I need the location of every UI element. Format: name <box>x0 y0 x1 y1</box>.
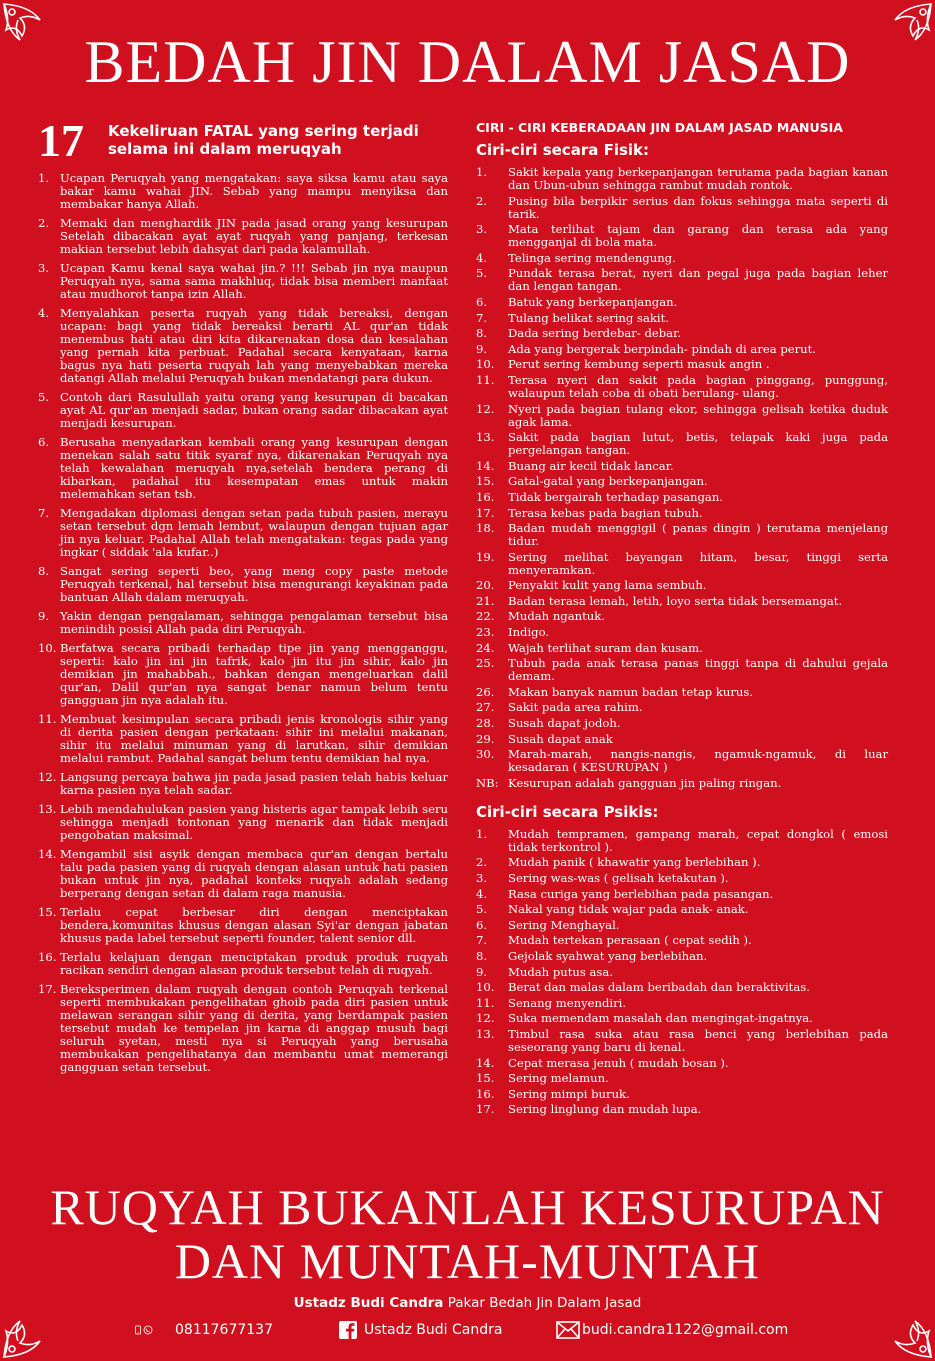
list-item-number: 28. <box>476 716 495 731</box>
list-item-text: Contoh dari Rasulullah yaitu orang yang kesurupan di bacakan ayat AL qur'an menjadi sadar, bukan orang sadar dibacakan ayat menjadi kesurupan. <box>60 390 448 430</box>
list-item-text: Terlalu kelajuan dengan menciptakan produk produk ruqyah racikan sendiri dengan alasan produk tersebut telah di ruqyah. <box>60 950 448 977</box>
list-item-number: 11. <box>476 372 495 387</box>
mistake-item <box>38 436 448 501</box>
physical-sign-item <box>476 579 888 592</box>
physical-signs-title: Ciri-ciri secara Fisik: <box>476 141 649 159</box>
facebook-contact[interactable] <box>338 1320 502 1340</box>
list-item-text: Nyeri pada bagian tulang ekor, sehingga gelisah ketika duduk agak lama. <box>508 401 888 429</box>
list-item-number: 26. <box>476 684 495 699</box>
psychic-sign-item <box>476 1028 888 1054</box>
list-item-text: Memaki dan menghardik JIN pada jasad orang yang kesurupan Setelah dibacakan ayat ayat ruqyah yang panjang, terkesan makian tersebut lebih dahsyat dari pada kalamullah. <box>60 216 448 256</box>
list-item-number: 14. <box>476 1055 495 1070</box>
psychic-sign-item <box>476 903 888 916</box>
physical-sign-item <box>476 431 888 457</box>
list-item-text: Terlalu cepat berbesar diri dengan menciptakan bendera,komunitas khusus dengan alasan Syi'ar dengan jabatan khusus pada label tersebut seperti founder, talent senior dll. <box>60 905 448 945</box>
list-item-text: Gatal-gatal yang berkepanjangan. <box>508 474 708 489</box>
list-item-text: Dada sering berdebar- debar. <box>508 326 682 341</box>
physical-sign-item <box>476 507 888 520</box>
mistake-item <box>38 217 448 256</box>
mistake-item <box>38 610 448 636</box>
psychic-sign-item <box>476 950 888 963</box>
list-item-text: Susah dapat jodoh. <box>508 716 621 731</box>
list-item-number: 12. <box>38 770 57 784</box>
list-item-number: 15. <box>38 905 57 919</box>
list-item-text: Sering linglung dan mudah lupa. <box>508 1102 702 1117</box>
mistake-item <box>38 848 448 900</box>
list-item-text: Marah-marah, nangis-nangis, ngamuk-ngamuk, di luar kesadaran ( KESURUPAN ) <box>508 747 888 775</box>
list-item-text: Berat dan malas dalam beribadah dan beraktivitas. <box>508 980 810 995</box>
list-item-text: Ucapan Kamu kenal saya wahai jin.? !!! Sebab jin nya maupun Peruqyah nya, sama sama makhluq, tidak bisa memberi manfaat atau mudhorot tanpa izin Allah. <box>60 261 448 301</box>
list-item-number: 5. <box>476 266 488 281</box>
list-item-number: 10. <box>476 357 495 372</box>
psychic-sign-item <box>476 1072 888 1085</box>
list-item-number: 8. <box>476 948 488 963</box>
list-item-number: 23. <box>476 625 495 640</box>
author-description: Pakar Bedah Jin Dalam Jasad <box>447 1295 642 1311</box>
list-item-number: 7. <box>476 933 488 948</box>
list-item-text: Langsung percaya bahwa jin pada jasad pasien telah habis keluar karna pasien nya telah sadar. <box>60 770 448 797</box>
list-item-text: Mudah panik ( khawatir yang berlebihan ). <box>508 855 761 870</box>
list-item-text: Pusing bila berpikir serius dan fokus sehingga mata seperti di tarik. <box>508 193 888 221</box>
mistake-item <box>38 642 448 707</box>
list-item-number: 6. <box>38 435 50 449</box>
physical-sign-item <box>476 717 888 730</box>
psychic-sign-item <box>476 966 888 979</box>
list-item-text: Perut sering kembung seperti masuk angin . <box>508 357 770 372</box>
facebook-icon <box>338 1320 358 1340</box>
list-item-number: 6. <box>476 294 488 309</box>
physical-sign-item <box>476 327 888 340</box>
mistake-item <box>38 906 448 945</box>
psychic-sign-item <box>476 888 888 901</box>
list-item-text: Makan banyak namun badan tetap kurus. <box>508 684 753 699</box>
list-item-number: 11. <box>476 995 495 1010</box>
physical-sign-item <box>476 460 888 473</box>
list-item-text: Wajah terlihat suram dan kusam. <box>508 640 703 655</box>
list-item-number: 25. <box>476 656 495 671</box>
list-item-text: Lebih mendahulukan pasien yang histeris agar tampak lebih seru sehingga menjadi tontonan yang menarik dan tidak menjadi pengobatan maksimal. <box>60 802 448 842</box>
physical-sign-item <box>476 610 888 623</box>
mistakes-column <box>38 115 448 1080</box>
list-item-text: Batuk yang berkepanjangan. <box>508 294 678 309</box>
list-item-number: 19. <box>476 549 495 564</box>
mistake-item <box>38 983 448 1074</box>
physical-sign-item <box>476 522 888 548</box>
list-item-text: Tidak bergairah terhadap pasangan. <box>508 489 723 504</box>
list-item-number: 5. <box>38 390 50 404</box>
list-item-text: Pundak terasa berat, nyeri dan pegal juga pada bagian leher dan lengan tangan. <box>508 266 888 294</box>
mistakes-heading <box>38 115 448 172</box>
list-item-text: Tubuh pada anak terasa panas tinggi tanpa di dahului gejala demam. <box>508 656 888 684</box>
list-item-text: Menyalahkan peserta ruqyah yang tidak bereaksi, dengan ucapan: bagi yang tidak bereaksi berarti AL qur'an tidak menembus hati atau diri kita dikarenakan dosa dan kesalahan yang pernah kita perbuat. Padahal secara kenyataan, karna bagus nya hati peserta ruqyah lah yang menyebabkan mereka datangi Allah melalui Peruqyah bukan mendatangi para dukun. <box>60 306 448 385</box>
list-item-text: Sangat sering seperti beo, yang meng copy paste metode Peruqyah terkenal, hal tersebut bisa mengurangi keyakinan pada bantuan Allah dalam meruqyah. <box>60 564 448 604</box>
psychic-sign-item <box>476 981 888 994</box>
list-item-text: Yakin dengan pengalaman, sehingga pengalaman tersebut bisa menindih posisi Allah pada diri Peruqyah. <box>60 609 448 636</box>
mistake-item <box>38 951 448 977</box>
list-item-number: 17. <box>38 982 57 996</box>
mistakes-heading-text: Kekeliruan FATAL yang sering terjadi selama ini dalam meruqyah <box>108 122 419 158</box>
list-item-text: Tulang belikat sering sakit. <box>508 310 669 325</box>
psychic-sign-item <box>476 856 888 869</box>
physical-sign-item <box>476 701 888 714</box>
list-item-text: Mengambil sisi asyik dengan membaca qur'an dengan bertalu talu pada pasien yang di ruqyah dengan alasan untuk hati pasien bukan untuk jin nya, padahal konteks ruqyah adalah sedang berperang dengan setan di dalam raga manusia. <box>60 847 448 900</box>
list-item-number: 9. <box>476 341 488 356</box>
list-item-text: Indigo. <box>508 625 550 640</box>
physical-sign-item <box>476 267 888 293</box>
list-item-number: 2. <box>476 193 488 208</box>
slogan-line-2: DAN MUNTAH-MUNTAH <box>174 1233 761 1289</box>
physical-sign-item <box>476 475 888 488</box>
list-item-text: Terasa nyeri dan sakit pada bagian pinggang, punggung, walaupun telah coba di obati berulang- ulang. <box>508 372 888 400</box>
mistake-item <box>38 307 448 385</box>
physical-sign-item <box>476 166 888 192</box>
list-item-number: 24. <box>476 640 495 655</box>
list-item-text: Telinga sering mendengung. <box>508 250 676 265</box>
list-item-number: 5. <box>476 902 488 917</box>
physical-sign-item <box>476 296 888 309</box>
psychic-signs-title: Ciri-ciri secara Psikis: <box>476 802 659 821</box>
physical-sign-item <box>476 403 888 429</box>
list-item-number: 15. <box>476 474 495 489</box>
psychic-signs-list <box>476 828 888 1117</box>
list-item-number: 17. <box>476 505 495 520</box>
list-item-text: Mata terlihat tajam dan garang dan terasa ada yang mengganjal di bola mata. <box>508 222 888 250</box>
physical-sign-item <box>476 777 888 790</box>
list-item-number: 11. <box>38 712 57 726</box>
list-item-number: 12. <box>476 1011 495 1026</box>
psychic-sign-item <box>476 1057 888 1070</box>
mistake-item <box>38 771 448 797</box>
physical-sign-item <box>476 195 888 221</box>
list-item-number: 20. <box>476 578 495 593</box>
list-item-text: Berusaha menyadarkan kembali orang yang kesurupan dengan menekan salah satu titik syaraf nya, dikarenakan Peruqyah nya telah kewalahan meruqyah nya,setelah bendera perang di kibarkan, padahal itu kesempatan emas untuk makin melemahkan setan tsb. <box>60 435 448 501</box>
list-item-text: Mudah putus asa. <box>508 964 613 979</box>
list-item-number: 1. <box>476 165 488 179</box>
mistake-item <box>38 565 448 604</box>
list-item-number: 27. <box>476 700 495 715</box>
physical-sign-item <box>476 642 888 655</box>
signs-column <box>476 120 888 1119</box>
phone-whatsapp-icon <box>135 1320 155 1340</box>
psychic-sign-item <box>476 934 888 947</box>
list-item-text: Gejolak syahwat yang berlebihan. <box>508 948 708 963</box>
physical-sign-item <box>476 491 888 504</box>
email-contact[interactable] <box>556 1320 788 1340</box>
list-item-text: Sering melamun. <box>508 1071 609 1086</box>
page-title: BEDAH JIN DALAM JASAD <box>84 29 851 95</box>
list-item-text: Cepat merasa jenuh ( mudah bosan ). <box>508 1055 729 1070</box>
list-item-text: Berfatwa secara pribadi terhadap tipe jin yang mengganggu, seperti: kalo jin ini jin tafrik, kalo jin itu jin sihir, kalo jin demikian jin mahabbah., bahkan dengan mengeluarkan dalil qur'an, Dalil qur'an nya sangat benar namun belum tentu gangguan jin nya adalah itu. <box>60 641 448 707</box>
list-item-number: 16. <box>476 489 495 504</box>
list-item-number: 8. <box>38 564 50 578</box>
list-item-number: 17. <box>476 1102 495 1117</box>
phone-contact[interactable] <box>135 1320 273 1340</box>
list-item-number: 10. <box>476 980 495 995</box>
list-item-text: Badan mudah menggigil ( panas dingin ) terutama menjelang tidur. <box>508 521 888 549</box>
list-item-text: Timbul rasa suka atau rasa benci yang berlebihan pada seseorang yang baru di kenal. <box>508 1026 888 1054</box>
mistake-item <box>38 507 448 559</box>
list-item-number: 13. <box>38 802 57 816</box>
psychic-sign-item <box>476 919 888 932</box>
list-item-number: 9. <box>38 609 50 623</box>
list-item-text: Sering was-was ( gelisah ketakutan ). <box>508 871 729 885</box>
mistake-item <box>38 803 448 842</box>
list-item-text: Nakal yang tidak wajar pada anak- anak. <box>508 902 749 917</box>
physical-sign-item <box>476 343 888 356</box>
list-item-number: 30. <box>476 747 495 762</box>
list-item-number: 13. <box>476 430 495 445</box>
list-item-text: Mudah tempramen, gampang marah, cepat dongkol ( emosi tidak terkontrol ). <box>508 826 888 854</box>
list-item-text: Badan terasa lemah, letih, loyo serta tidak bersemangat. <box>508 593 843 608</box>
psychic-sign-item <box>476 997 888 1010</box>
physical-sign-item <box>476 595 888 608</box>
list-item-text: Sering melihat bayangan hitam, besar, tinggi serta menyeramkan. <box>508 549 888 577</box>
psychic-sign-item <box>476 1012 888 1025</box>
list-item-number: 16. <box>38 950 57 964</box>
list-item-number: 2. <box>38 216 50 230</box>
physical-sign-item <box>476 626 888 639</box>
list-item-number: 12. <box>476 401 495 416</box>
list-item-number: 16. <box>476 1086 495 1101</box>
list-item-number: 18. <box>476 521 495 536</box>
list-item-number: 15. <box>476 1071 495 1086</box>
author-name: Ustadz Budi Candra <box>293 1295 444 1311</box>
list-item-number: 4. <box>476 250 488 265</box>
list-item-text: Penyakit kulit yang lama sembuh. <box>508 578 707 593</box>
list-item-text: Sering Menghayal. <box>508 917 620 932</box>
list-item-number: 3. <box>476 222 488 237</box>
physical-sign-item <box>476 358 888 371</box>
physical-sign-item <box>476 312 888 325</box>
physical-sign-item <box>476 733 888 746</box>
list-item-text: Suka memendam masalah dan mengingat-ingatnya. <box>508 1011 813 1026</box>
list-item-number: 14. <box>476 458 495 473</box>
physical-signs-list <box>476 166 888 790</box>
list-item-text: Susah dapat anak <box>508 731 613 746</box>
list-item-number: NB: <box>476 775 499 790</box>
list-item-number: 3. <box>38 261 50 275</box>
slogan-line-1: RUQYAH BUKANLAH KESURUPAN <box>50 1179 885 1235</box>
list-item-number: 4. <box>38 306 50 320</box>
author-byline <box>0 1295 935 1311</box>
phone-number: 08117677137 <box>175 1322 273 1338</box>
list-item-text: Mengadakan diplomasi dengan setan pada tubuh pasien, merayu setan tersebut dgn lemah lembut, walaupun dengan tujuan agar jin nya keluar. Padahal Allah telah mengatakan: tegas pada yang ingkar ( siddak 'ala kufar..) <box>60 506 448 559</box>
mistake-item <box>38 262 448 301</box>
list-item-number: 7. <box>38 506 50 520</box>
list-item-number: 1. <box>476 826 488 841</box>
list-item-text: Bereksperimen dalam ruqyah dengan contoh Peruqyah terkenal seperti membukakan pengelihatan ghoib pada diri pasien untuk melawan serangan sihir yang di derita, yang berdampak pasien tersebut mudah ke tempelan jin karna di anggap musuh bagi seluruh syetan, mesti nya si Peruqyah yang berusaha membukakan pengelihatanya dan membantu umat memerangi gangguan setan tersebut. <box>60 982 448 1074</box>
email-address: budi.candra1122@gmail.com <box>582 1322 789 1338</box>
psychic-sign-item <box>476 872 888 885</box>
psychic-sign-item <box>476 828 888 854</box>
facebook-name: Ustadz Budi Candra <box>364 1322 503 1338</box>
physical-sign-item <box>476 252 888 265</box>
psychic-sign-item <box>476 1088 888 1101</box>
psychic-sign-item <box>476 1103 888 1116</box>
list-item-text: Mudah ngantuk. <box>508 609 605 624</box>
mistake-item <box>38 713 448 765</box>
physical-sign-item <box>476 374 888 400</box>
physical-sign-item <box>476 748 888 774</box>
list-item-number: 6. <box>476 917 488 932</box>
mistake-item <box>38 391 448 430</box>
list-item-text: Sakit pada area rahim. <box>508 700 643 715</box>
mistakes-list <box>38 172 448 1074</box>
list-item-number: 14. <box>38 847 57 861</box>
physical-sign-item <box>476 223 888 249</box>
mistakes-count: 17 <box>38 115 84 166</box>
list-item-number: 10. <box>38 641 57 655</box>
signs-heading: CIRI - CIRI KEBERADAAN JIN DALAM JASAD MANUSIA <box>476 120 843 135</box>
list-item-text: Ucapan Peruqyah yang mengatakan: saya siksa kamu atau saya bakar kamu wahai JIN. Sebab yang mampu menyiksa dan membakar hanya Allah. <box>60 171 448 211</box>
physical-sign-item <box>476 686 888 699</box>
list-item-number: 29. <box>476 731 495 746</box>
list-item-text: Terasa kebas pada bagian tubuh. <box>508 505 703 520</box>
list-item-text: Sakit pada bagian lutut, betis, telapak kaki juga pada pergelangan tangan. <box>508 430 888 458</box>
list-item-number: 22. <box>476 609 495 624</box>
physical-sign-item <box>476 657 888 683</box>
list-item-number: 4. <box>476 886 488 901</box>
list-item-text: Membuat kesimpulan secara pribadi jenis kronologis sihir yang di derita pasien dengan perkataan: sihir ini melalui makanan, sihir itu melalui minuman yang di larutkan, sihir demikian melalui rambut. Padahal sangat belum tentu demikian hal nya. <box>60 712 448 765</box>
list-item-text: Rasa curiga yang berlebihan pada pasangan. <box>508 886 774 901</box>
list-item-text: Ada yang bergerak berpindah- pindah di area perut. <box>508 341 816 356</box>
list-item-number: 21. <box>476 593 495 608</box>
list-item-text: Mudah tertekan perasaan ( cepat sedih ). <box>508 933 752 948</box>
list-item-number: 3. <box>476 871 488 885</box>
list-item-text: Kesurupan adalah gangguan jin paling ringan. <box>508 775 782 790</box>
list-item-number: 8. <box>476 326 488 341</box>
list-item-number: 13. <box>476 1026 495 1041</box>
mistake-item <box>38 172 448 211</box>
list-item-text: Sakit kepala yang berkepanjangan terutama pada bagian kanan dan Ubun-ubun sehingga rambut mudah rontok. <box>508 165 888 192</box>
list-item-number: 7. <box>476 310 488 325</box>
list-item-number: 9. <box>476 964 488 979</box>
list-item-text: Buang air kecil tidak lancar. <box>508 458 674 473</box>
email-icon <box>556 1320 580 1340</box>
list-item-number: 2. <box>476 855 488 870</box>
list-item-text: Senang menyendiri. <box>508 995 627 1010</box>
physical-sign-item <box>476 551 888 577</box>
list-item-number: 1. <box>38 171 50 185</box>
list-item-text: Sering mimpi buruk. <box>508 1086 630 1101</box>
